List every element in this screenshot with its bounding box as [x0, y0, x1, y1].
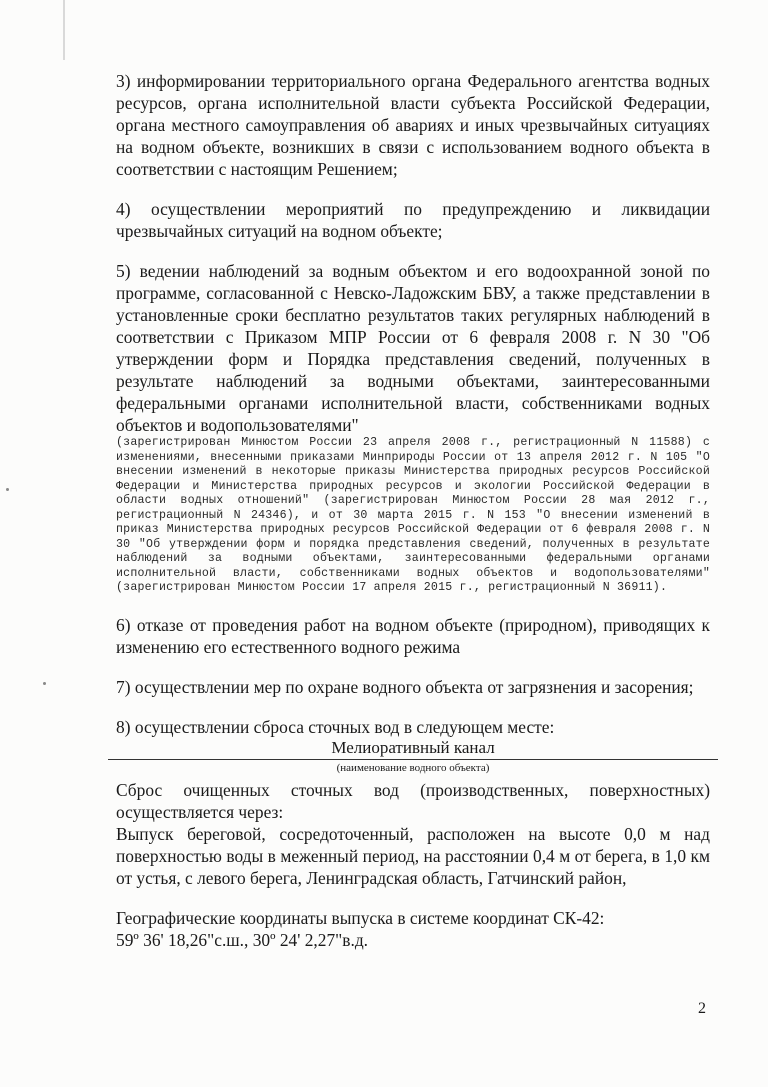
item-5-text: 5) ведении наблюдений за водным объектом и его водоохранной зоной по программе, согласованной с Невско-Ладожским БВУ, а также представлении в установленные сроки бесплатно результатов таких регулярных наблюдений в соответствии с Приказом МПР России от 6 февраля 2008 г. N 30 "Об утверждении форм и Порядка представления сведений, полученных в результате наблюдений за водными объектами, заинтересованными федеральными органами исполнительной власти, собственниками водных объектов и водопользователями": [116, 261, 710, 435]
document-body: [116, 70, 710, 951]
scan-edge-shadow: [63, 0, 65, 60]
item-7-text: 7) осуществлении мер по охране водного объекта от загрязнения и засорения;: [116, 676, 694, 697]
outlet-description: Выпуск береговой, сосредоточенный, расположен на высоте 0,0 м над поверхностью воды в меженный период, на расстоянии 0,4 м от берега, в 1,0 км от устья, с левого берега, Ленинградская область, Гатчинский район,: [116, 823, 710, 888]
item-6-text: 6) отказе от проведения работ на водном объекте (природном), приводящих к изменению его естественного водного режима: [116, 614, 710, 657]
water-body-underline: [108, 759, 718, 760]
page-number: 2: [698, 1000, 706, 1017]
scan-speck: [6, 488, 9, 491]
item-3-text: 3) информировании территориального органа Федерального агентства водных ресурсов, органа исполнительной власти субъекта Российской Федерации, органа местного самоуправления об авариях и иных чрезвычайных ситуациях на водном объекте, возникших в связи с использованием водного объекта в соответствии с настоящим Решением;: [116, 71, 710, 179]
item-4-text: 4) осуществлении мероприятий по предупреждению и ликвидации чрезвычайных ситуаций на водном объекте;: [116, 199, 710, 241]
item-5-registration-note: (зарегистрирован Минюстом России 23 апреля 2008 г., регистрационный N 11588) с изменениями, внесенными приказами Минприроды России от 13 апреля 2012 г. N 105 "О внесении изменений в некоторые приказы Министерства природных ресурсов Российской Федерации и Министерства природных ресурсов и экологии Российской Федерации в области водных отношений" (зарегистрирован Минюстом России 28 мая 2012 г., регистрационный N 24346), и от 30 марта 2015 г. N 153 "О внесении изменений в приказ Министерства природных ресурсов Российской Федерации от 6 февраля 2008 г. N 30 "Об утверждении форм и порядка представления сведений, полученных в результате наблюдений за водными объектами, заинтересованными федеральными органами исполнительной власти, собственниками водных объектов и водопользователями" (зарегистрирован Минюстом России 17 апреля 2015 г., регистрационный N 36911).: [116, 436, 710, 594]
coordinates-label: Географические координаты выпуска в системе координат СК-42:: [116, 907, 605, 928]
scan-speck: [43, 682, 46, 685]
water-body-name: Мелиоративный канал: [331, 737, 495, 757]
discharge-intro: Сброс очищенных сточных вод (производственных, поверхностных) осуществляется через:: [116, 779, 710, 822]
item-8-text: 8) осуществлении сброса сточных вод в следующем месте:: [116, 716, 555, 737]
water-body-caption: (наименование водного объекта): [336, 761, 490, 774]
coordinates-value: 59º 36' 18,26"с.ш., 30º 24' 2,27"в.д.: [116, 929, 369, 950]
